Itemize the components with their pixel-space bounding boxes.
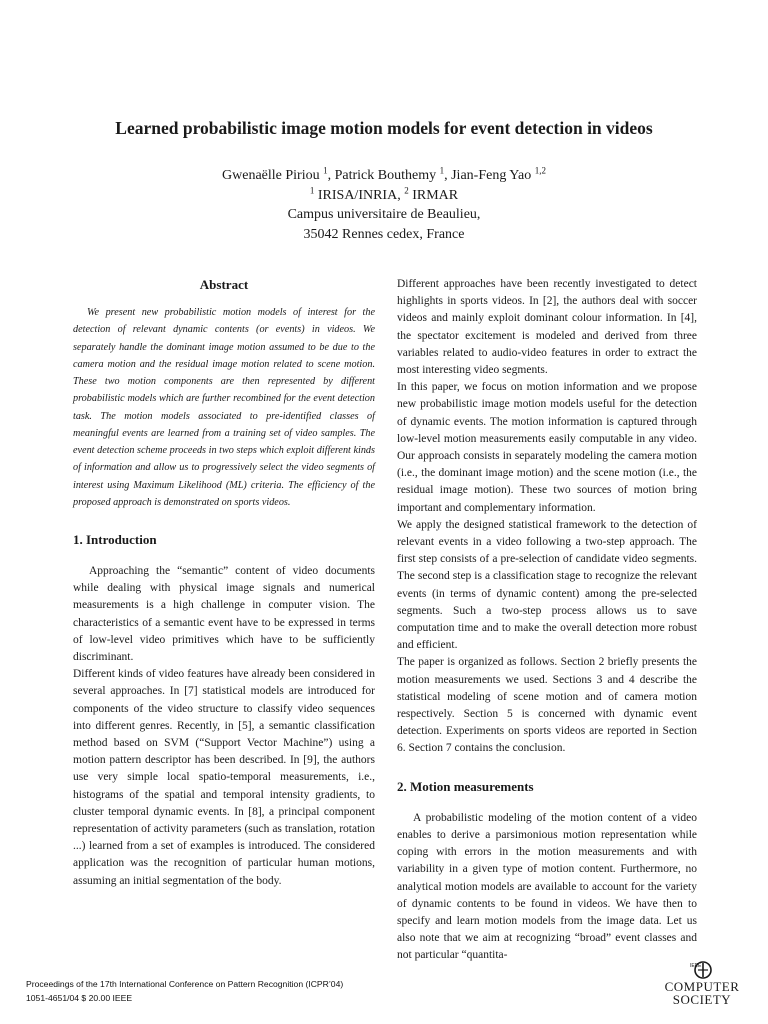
affiliation-mark: 1 — [309, 184, 315, 195]
logo-line: COMPUTER — [664, 979, 740, 994]
issn-line: 1051-4651/04 $ 20.00 IEEE — [26, 993, 133, 1003]
abstract-heading: Abstract — [199, 277, 249, 292]
logo-line: SOCIETY — [672, 992, 732, 1007]
computer-society-logo — [661, 960, 743, 1008]
author-name: Gwenaëlle Piriou — [222, 168, 320, 183]
paragraph: Different kinds of video features have already been considered in several approaches. In [7] statistical models are introduced for components of the video structure to classify video sequences into different genres. Recently, in [5], a semantic classification method based on SVM (“Support Vector Machine”) using a motion pattern descriptor has been described. In [9], the authors use very simple local spatio-temporal measurements, i.e., histograms of the spatial and temporal intensity gradients, to cluster temporal dynamic events. In [8], a principal component representation of activity parameters (such as translation, rotation ...) learned from a set of examples is introduced. The considered application was the recognition of particular human motions, assuming an initial segmentation of the body. — [73, 668, 375, 887]
author-affiliation-mark: 1 — [323, 165, 328, 176]
author-name: , Patrick Bouthemy — [327, 168, 437, 183]
address-line: Campus universitaire de Beaulieu, — [287, 207, 481, 222]
paragraph: Different approaches have been recently investigated to detect highlights in sports videos. In [2], the authors deal with soccer videos and mainly exploit dominant colour information. In [4], the spectator excitement is modeled and derived from three variables related to audio-video features in order to extract the most interesting video segments. — [397, 278, 697, 377]
right-column — [397, 276, 697, 965]
author-affiliation-mark: 1,2 — [534, 165, 546, 176]
affiliation-mark: 2 — [404, 184, 409, 195]
ieee-emblem-icon — [690, 960, 714, 980]
ieee-small-text: IEEE — [690, 963, 702, 969]
author-name: , Jian-Feng Yao — [444, 168, 532, 183]
abstract-text: We present new probabilistic motion models of interest for the detection of relevant dynamic contents (or events) in videos. We separately handle the dominant image motion assumed to be due to the camera motion and the residual image motion related to scene motion. These two motion components are then represented by different probabilistic models which are further recombined for the event detection task. The motion models associated to pre-identified classes of meaningful events are learned from a training set of video samples. The event detection scheme proceeds in two steps which exploit different kinds of information and allow us to progressively select the video segments of interest using Maximum Likelihood (ML) criteria. The efficiency of the proposed approach is demonstrated on sports videos. — [73, 307, 375, 508]
section-heading-introduction: 1. Introduction — [73, 532, 157, 547]
author-affiliation-mark: 1 — [439, 165, 445, 176]
author-block — [100, 166, 668, 244]
affiliation-name: IRMAR — [408, 187, 459, 203]
proceedings-line: Proceedings of the 17th International Conference on Pattern Recognition (ICPR’04) — [26, 979, 344, 989]
affiliation-name: IRISA/INRIA, — [314, 187, 405, 203]
author-names — [100, 166, 668, 186]
paper-title: Learned probabilistic image motion models for event detection in videos — [115, 118, 653, 138]
paragraph: In this paper, we focus on motion information and we propose new probabilistic image motion models useful for the detection of dynamic events. The motion information is captured through low-level motion measurements easily computable in any video. Our approach consists in separately modeling the camera motion (i.e., the dominant image motion) and the scene motion (i.e., the residual image motion). These two sources of motion bring important and complementary information. — [397, 381, 697, 514]
address-line: 35042 Rennes cedex, France — [303, 226, 465, 242]
paragraph: Approaching the “semantic” content of video documents while dealing with physical image signals and numerical measurements is a high challenge in computer vision. The characteristics of a semantic event have to be expressed in terms of low-level video primitives which have to be sufficiently discriminant. — [73, 565, 375, 664]
paragraph: A probabilistic modeling of the motion content of a video enables to derive a parsimonious motion representation while coping with errors in the motion measurements and with variability in a given type of motion content. Furthermore, no analytical motion models are available to account for the variety of dynamic contents to be found in videos. We have then to specify and learn motion models from the image data. Let us also note that we aim at recognizing “broad” event classes and not particular “quantita- — [397, 811, 697, 962]
proceedings-footer — [26, 977, 343, 1005]
left-column — [73, 276, 375, 890]
section-heading-motion-measurements: 2. Motion measurements — [397, 778, 534, 794]
paragraph: We apply the designed statistical framework to the detection of relevant events in a video following a two-step approach. The first step consists of a pre-selection of candidate video segments. The second step is a classification stage to recognize the relevant events (in terms of dynamic content) among the pre-selected segments. Such a two-step process allows us to save computation time and to make the overall detection more robust and efficient. — [397, 518, 697, 652]
paragraph: The paper is organized as follows. Section 2 briefly presents the motion measurements we used. Sections 3 and 4 describe the statistical modeling of scene motion and of camera motion respectively. Section 5 is concerned with dynamic event detection. Experiments on sports videos are reported in Section 6. Section 7 contains the conclusion. — [397, 656, 697, 755]
affiliations — [100, 186, 668, 206]
